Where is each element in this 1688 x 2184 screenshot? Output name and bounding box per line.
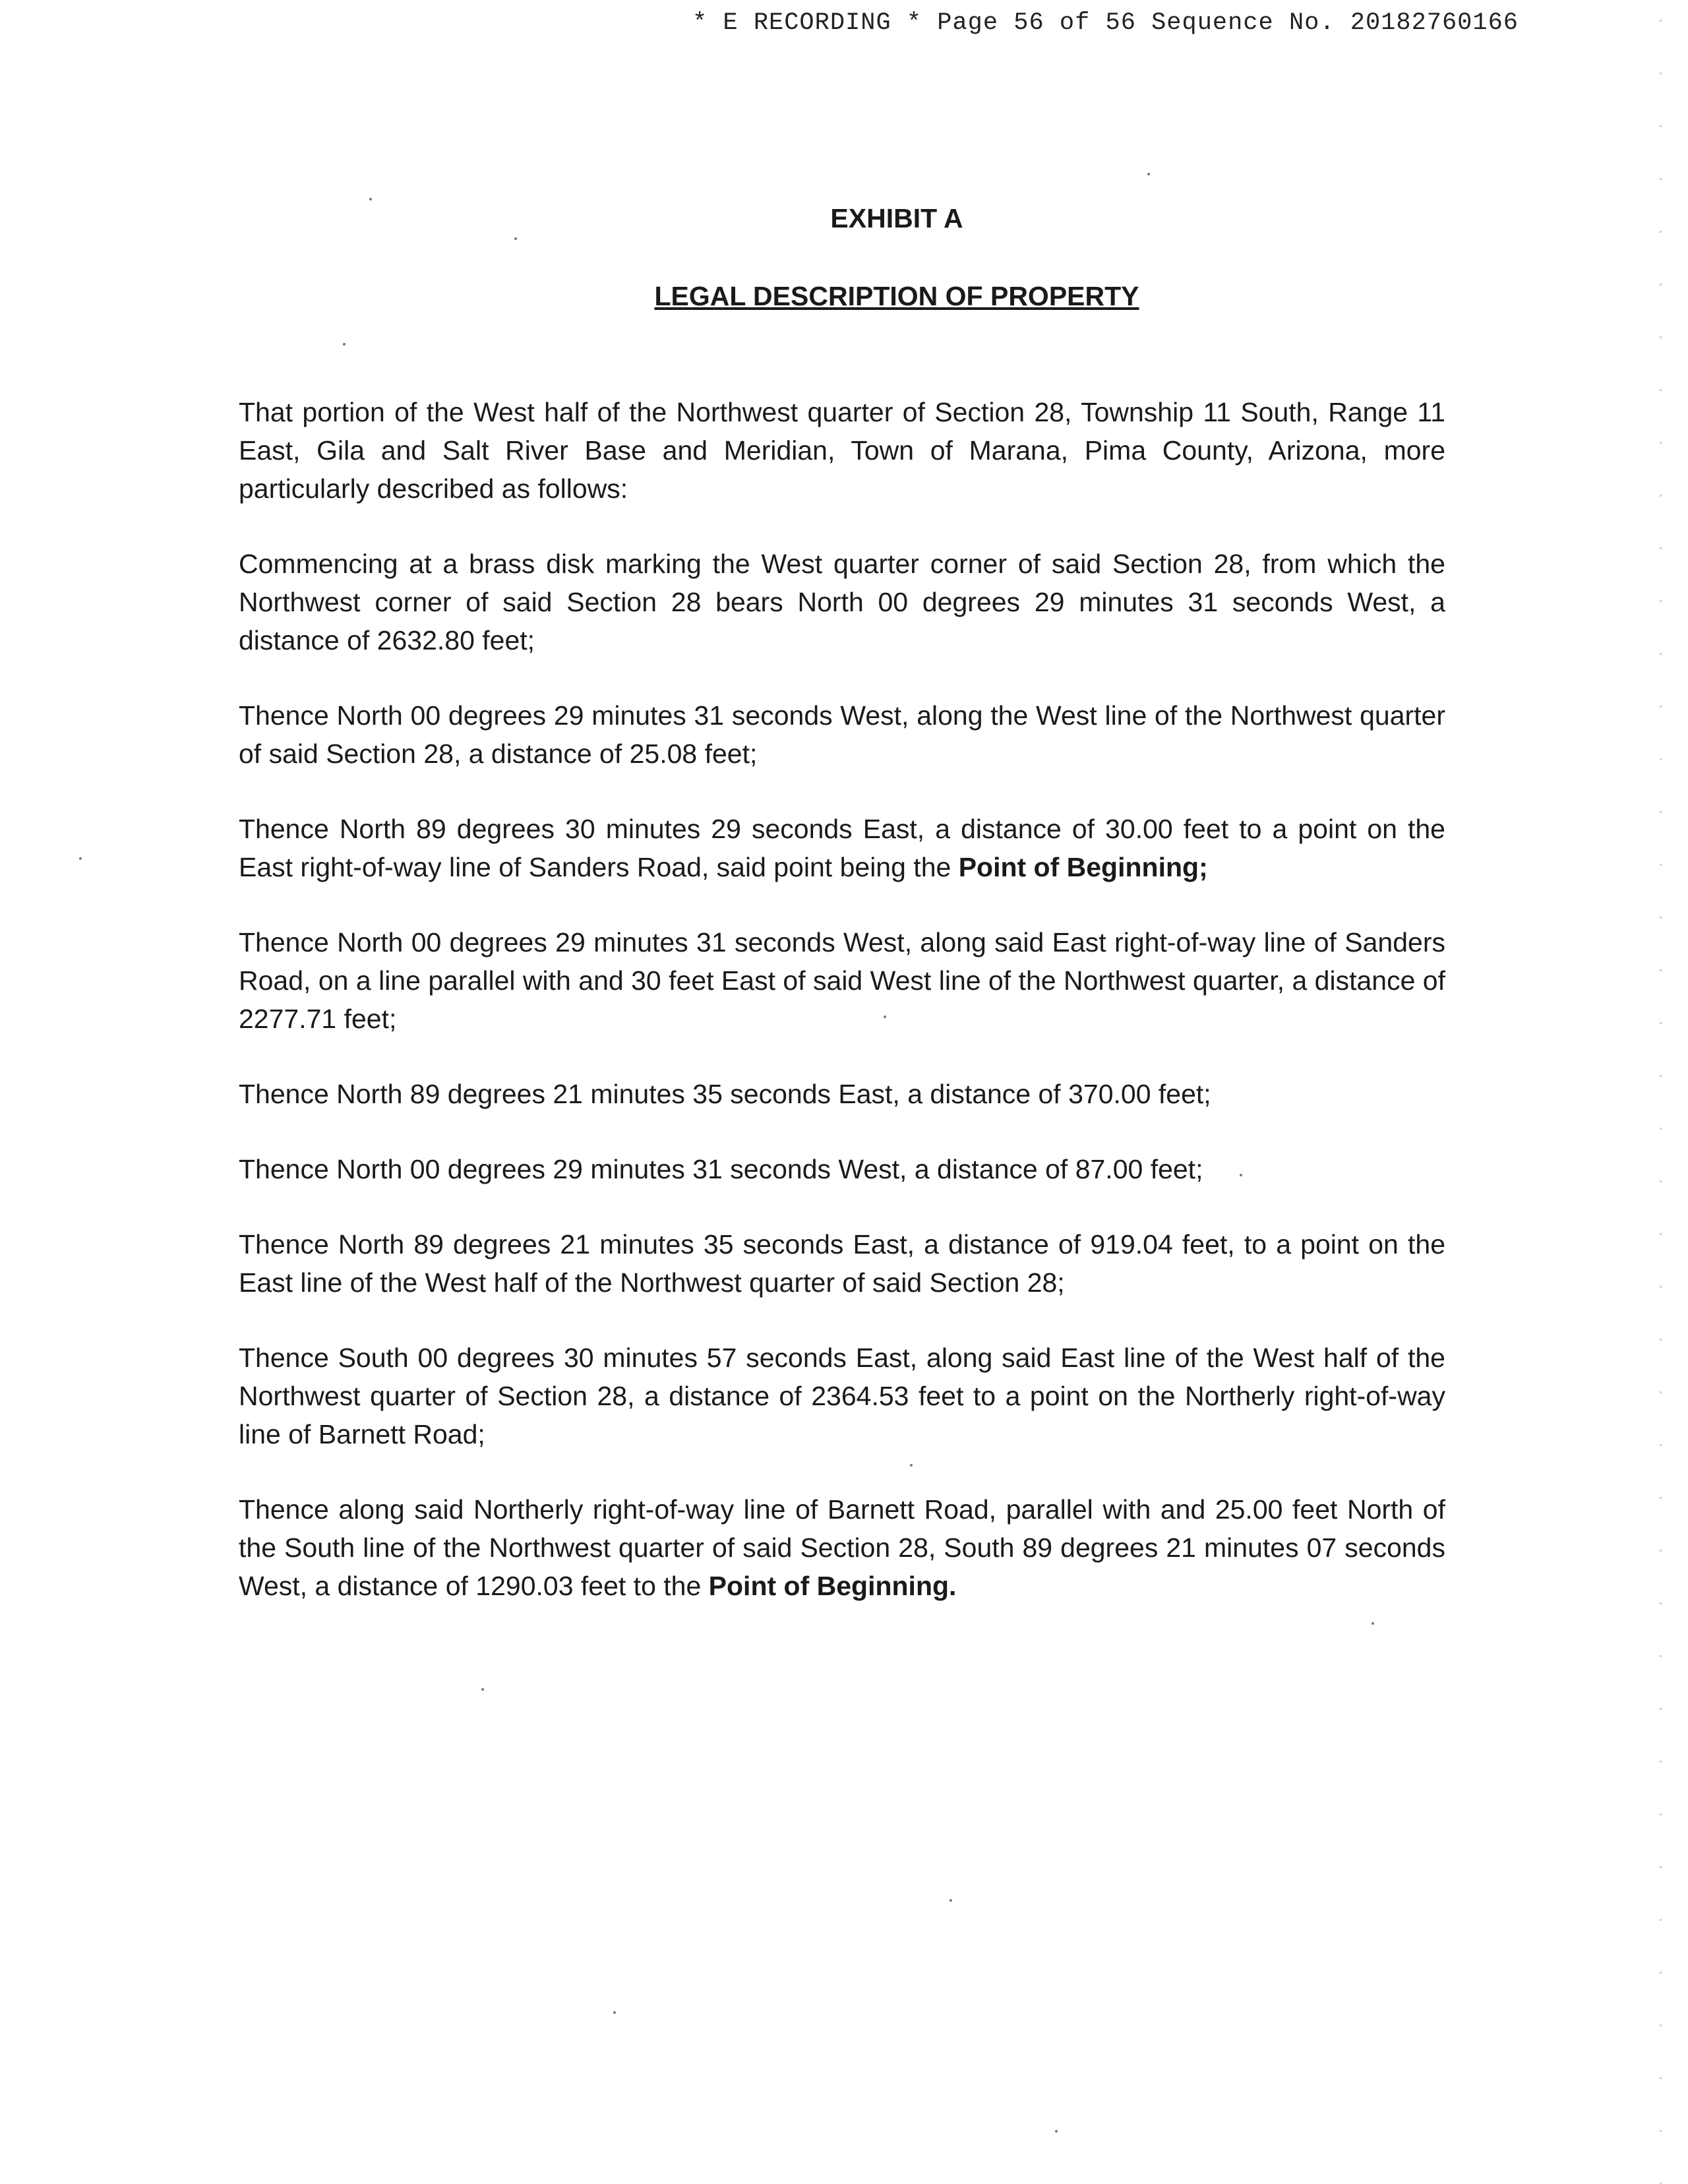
scan-edge-marks [1660, 0, 1662, 2184]
point-of-beginning-label: Point of Beginning; [958, 852, 1208, 882]
legal-paragraph: Thence North 89 degrees 30 minutes 29 seconds East, a distance of 30.00 feet to a point on the East right-of-way line of Sanders Road, said point being the Point of Beginning; [239, 814, 1445, 882]
exhibit-subtitle: LEGAL DESCRIPTION OF PROPERTY [654, 281, 1139, 311]
scan-speck [1372, 1622, 1374, 1625]
legal-paragraph: Thence North 00 degrees 29 minutes 31 seconds West, along said East right-of-way line of Sanders Road, on a line parallel with and 30 feet East of said West line of the Northwest quarter, a distance of 2277.71 feet; [239, 927, 1445, 1034]
legal-paragraph: Thence North 89 degrees 21 minutes 35 seconds East, a distance of 370.00 feet; [239, 1079, 1211, 1109]
legal-paragraph: Thence along said Northerly right-of-way line of Barnett Road, parallel with and 25.00 feet North of the South line of the Northwest quarter of said Section 28, South 89 degrees 21 minutes 07 seconds West, a distance of 1290.03 feet to the Point of Beginning. [239, 1494, 1445, 1601]
scan-speck [79, 857, 82, 860]
scan-speck [884, 1016, 886, 1018]
exhibit-title: EXHIBIT A [830, 203, 963, 233]
scan-speck [481, 1688, 484, 1691]
point-of-beginning-label: Point of Beginning. [708, 1571, 957, 1601]
legal-paragraph: Thence North 00 degrees 29 minutes 31 seconds West, along the West line of the Northwest quarter of said Section 28, a distance of 25.08 feet; [239, 700, 1445, 769]
scan-speck [950, 1899, 952, 1902]
legal-description-body [239, 393, 1445, 1642]
legal-paragraph: Thence North 00 degrees 29 minutes 31 seconds West, a distance of 87.00 feet; [239, 1154, 1203, 1184]
legal-paragraph: That portion of the West half of the Northwest quarter of Section 28, Township 11 South, Range 11 East, Gila and Salt River Base and Meridian, Town of Marana, Pima County, Arizona, more particularly described as follows: [239, 397, 1445, 504]
scan-speck [910, 1464, 913, 1467]
scan-speck [369, 198, 372, 200]
legal-paragraph: Thence South 00 degrees 30 minutes 57 seconds East, along said East line of the West half of the Northwest quarter of Section 28, a distance of 2364.53 feet to a point on the Northerly right-of-way line of Barnett Road; [239, 1343, 1445, 1449]
legal-paragraph: Thence North 89 degrees 21 minutes 35 seconds East, a distance of 919.04 feet, to a point on the East line of the West half of the Northwest quarter of said Section 28; [239, 1229, 1445, 1298]
scan-speck [343, 343, 346, 346]
scan-speck [613, 2011, 616, 2014]
legal-paragraph: Commencing at a brass disk marking the West quarter corner of said Section 28, from which the Northwest corner of said Section 28 bears North 00 degrees 29 minutes 31 seconds West, a distance of 2632.80 feet; [239, 549, 1445, 655]
scan-speck [1147, 173, 1150, 175]
scan-speck [1240, 1174, 1242, 1176]
scan-speck [514, 237, 517, 240]
scan-speck [1055, 2130, 1058, 2133]
recording-header-stamp: * E RECORDING * Page 56 of 56 Sequence No. 20182760166 [692, 9, 1519, 37]
